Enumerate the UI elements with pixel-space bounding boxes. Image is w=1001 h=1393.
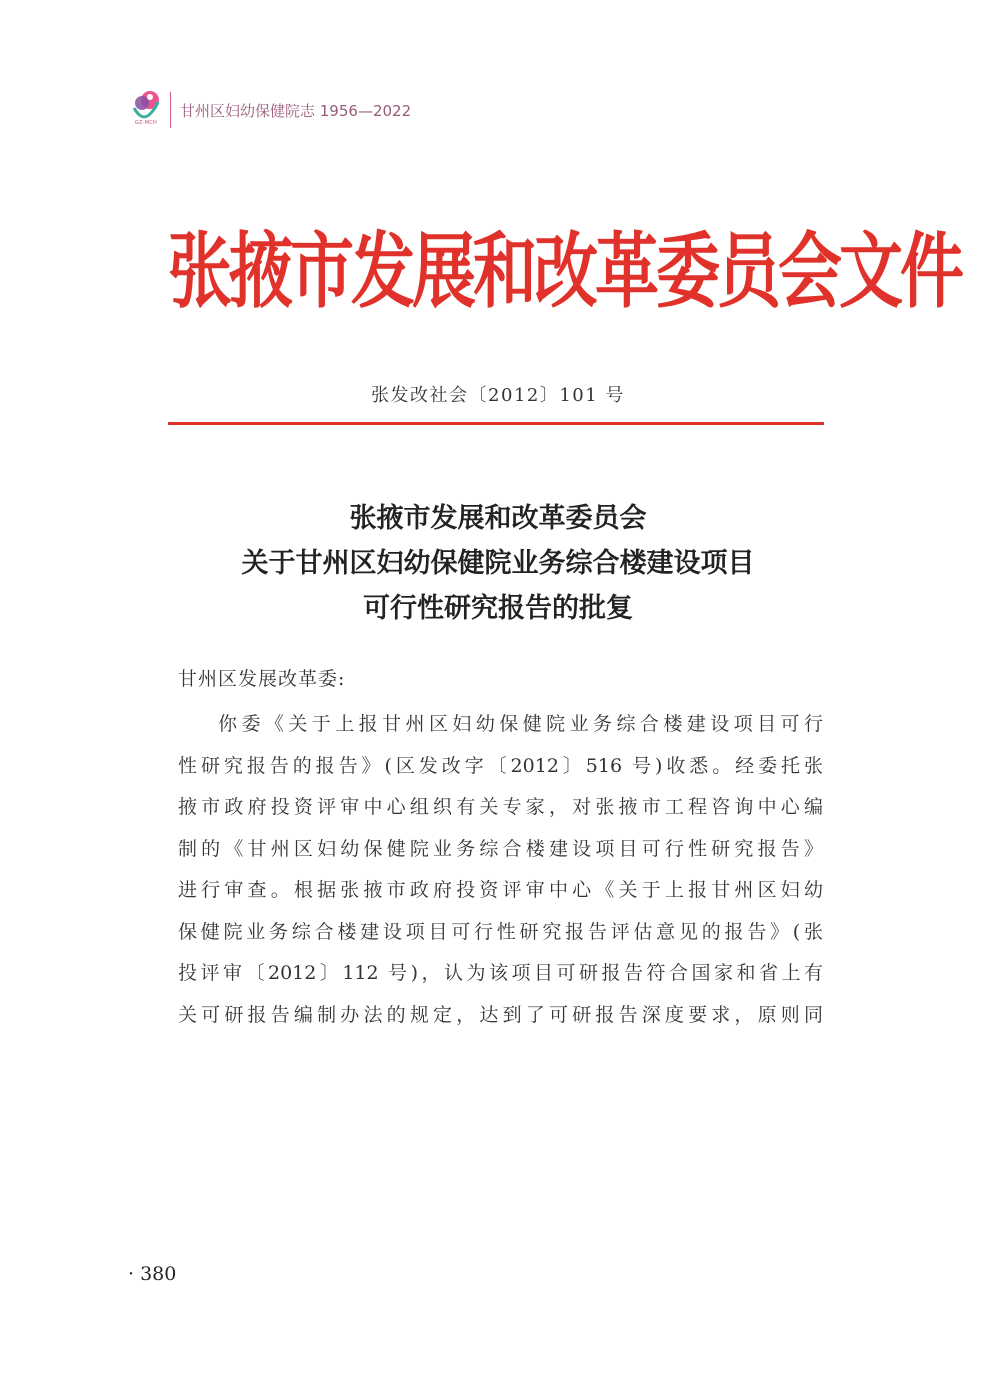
subject-line: 张掖市发展和改革委员会 xyxy=(349,503,647,534)
body-line: 投评审〔2012〕112 号)，认为该项目可研报告符合国家和省上有 xyxy=(178,962,823,984)
document-subject xyxy=(130,496,866,631)
body-line: 掖市政府投资评审中心组织有关专家，对张掖市工程咨询中心编 xyxy=(178,796,823,818)
subject-line: 关于甘州区妇幼保健院业务综合楼建设项目 xyxy=(241,548,755,579)
body-line: 性研究报告的报告》(区发改字〔2012〕516 号)收悉。经委托张 xyxy=(178,754,823,777)
subject-line: 可行性研究报告的批复 xyxy=(363,593,633,624)
body-line: 关可研报告编制办法的规定，达到了可研报告深度要求，原则同 xyxy=(178,1003,823,1026)
header-divider xyxy=(170,92,171,128)
body-text xyxy=(178,704,823,1036)
running-header xyxy=(128,84,528,134)
body-line: 制的《甘州区妇幼保健院业务综合楼建设项目可行性研究报告》 xyxy=(178,837,823,860)
logo-caption: GZ·MCH xyxy=(134,120,158,126)
body-line: 你委《关于上报甘州区妇幼保健院业务综合楼建设项目可行 xyxy=(218,713,823,735)
body-line: 进行审查。根据张掖市政府投资评审中心《关于上报甘州区妇幼 xyxy=(178,879,823,901)
page-number: · 380 xyxy=(128,1263,177,1285)
addressee: 甘州区发展改革委: xyxy=(178,668,346,690)
document-number: 张发改社会〔2012〕101 号 xyxy=(371,385,625,406)
issuing-organization-title: 张掖市发展和改革委员会文件 xyxy=(168,225,961,320)
red-divider-line xyxy=(168,422,824,425)
book-title: 甘州区妇幼保健院志 1956—2022 xyxy=(180,102,412,120)
body-line: 保健院业务综合楼建设项目可行性研究报告评估意见的报告》(张 xyxy=(178,920,823,943)
